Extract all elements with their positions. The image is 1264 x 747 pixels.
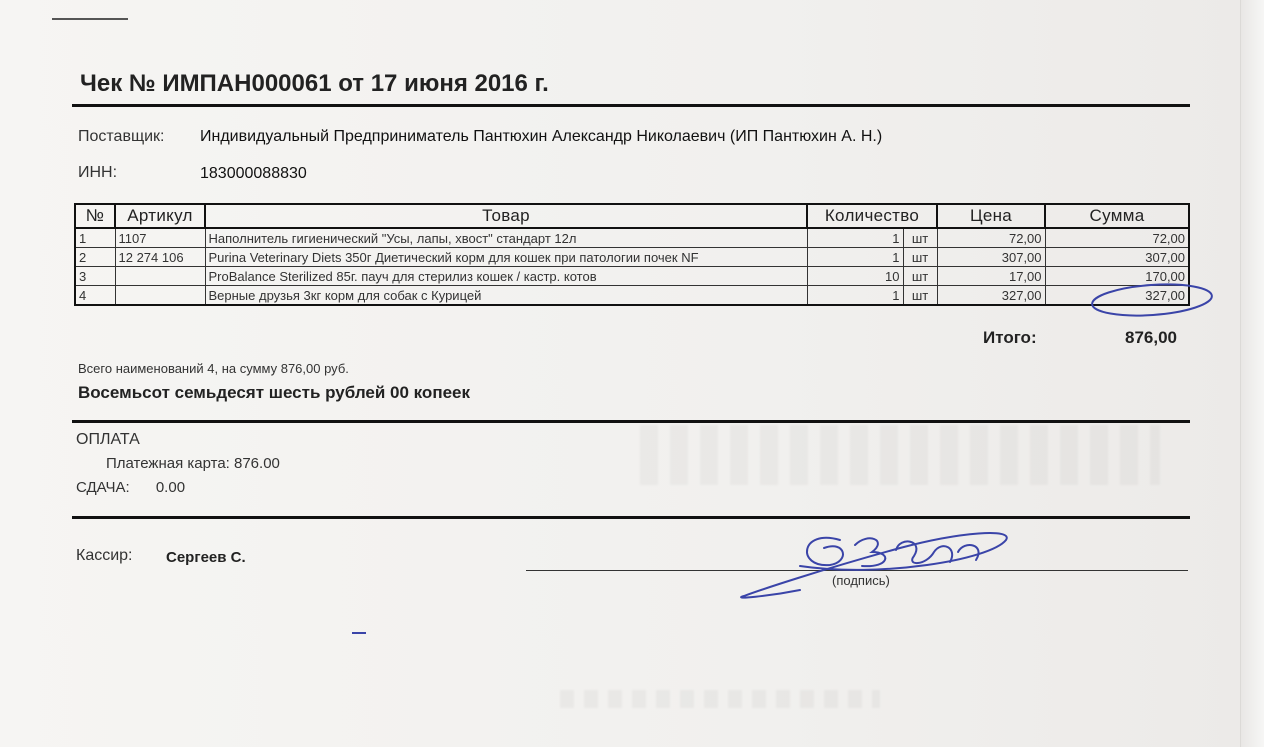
row-qty: 1 (807, 228, 903, 248)
row-sum: 327,00 (1045, 286, 1189, 306)
amount-in-words: Восемьсот семьдесят шесть рублей 00 копеек (78, 383, 471, 402)
row-article (115, 267, 205, 286)
change-label: СДАЧА: (76, 479, 130, 496)
divider-signature (72, 516, 1190, 519)
table-row (75, 286, 1189, 306)
divider-payment (72, 420, 1190, 423)
supplier-label: Поставщик: (78, 128, 165, 145)
row-price: 327,00 (937, 286, 1045, 306)
table-row (75, 228, 1189, 248)
row-product: ProBalance Sterilized 85г. пауч для стерилиз кошек / кастр. котов (205, 267, 807, 286)
table-row (75, 248, 1189, 267)
table-header-row (75, 204, 1189, 228)
row-sum: 72,00 (1045, 228, 1189, 248)
total-label: Итого: (983, 328, 1037, 347)
total-value: 876,00 (1125, 328, 1177, 347)
row-article: 1107 (115, 228, 205, 248)
change-line (76, 479, 185, 496)
row-qty: 1 (807, 286, 903, 306)
row-num: 3 (75, 267, 115, 286)
row-product: Наполнитель гигиенический "Усы, лапы, хвост" стандарт 12л (205, 228, 807, 248)
header-num: № (75, 204, 115, 228)
inn-label: ИНН: (78, 164, 118, 181)
row-price: 72,00 (937, 228, 1045, 248)
row-unit: шт (903, 248, 937, 267)
bleed-through-text-bottom (560, 690, 880, 708)
header-quantity: Количество (807, 204, 937, 228)
row-unit: шт (903, 267, 937, 286)
receipt-title: Чек № ИМПАН000061 от 17 июня 2016 г. (80, 70, 549, 97)
signature-line (526, 570, 1188, 571)
supplier-value: Индивидуальный Предприниматель Пантюхин Александр Николаевич (ИП Пантюхин А. Н.) (200, 128, 883, 145)
row-product: Purina Veterinary Diets 350г Диетический корм для кошек при патологии почек NF (205, 248, 807, 267)
row-num: 4 (75, 286, 115, 306)
row-sum: 307,00 (1045, 248, 1189, 267)
paper-edge (1240, 0, 1264, 747)
row-qty: 10 (807, 267, 903, 286)
items-table (74, 203, 1190, 306)
items-summary: Всего наименований 4, на сумму 876,00 руб. (78, 361, 349, 376)
change-value: 0.00 (155, 479, 186, 496)
row-qty: 1 (807, 248, 903, 267)
row-price: 17,00 (937, 267, 1045, 286)
table-row (75, 267, 1189, 286)
signature-caption: (подпись) (832, 573, 890, 588)
header-article: Артикул (115, 204, 205, 228)
top-mark (52, 18, 128, 20)
header-sum: Сумма (1045, 204, 1189, 228)
row-price: 307,00 (937, 248, 1045, 267)
row-unit: шт (903, 228, 937, 248)
payment-heading: ОПЛАТА (76, 431, 140, 448)
row-product: Верные друзья 3кг корм для собак с Курицей (205, 286, 807, 306)
row-num: 2 (75, 248, 115, 267)
inn-value: 183000088830 (200, 165, 307, 182)
row-unit: шт (903, 286, 937, 306)
cashier-label: Кассир: (76, 547, 133, 564)
bleed-through-text (640, 425, 1160, 485)
divider-top (72, 104, 1190, 107)
row-article: 12 274 106 (115, 248, 205, 267)
row-article (115, 286, 205, 306)
header-price: Цена (937, 204, 1045, 228)
header-product: Товар (205, 204, 807, 228)
row-num: 1 (75, 228, 115, 248)
payment-card-line: Платежная карта: 876.00 (106, 455, 280, 472)
row-sum: 170,00 (1045, 267, 1189, 286)
cashier-name: Сергеев С. (166, 549, 246, 566)
